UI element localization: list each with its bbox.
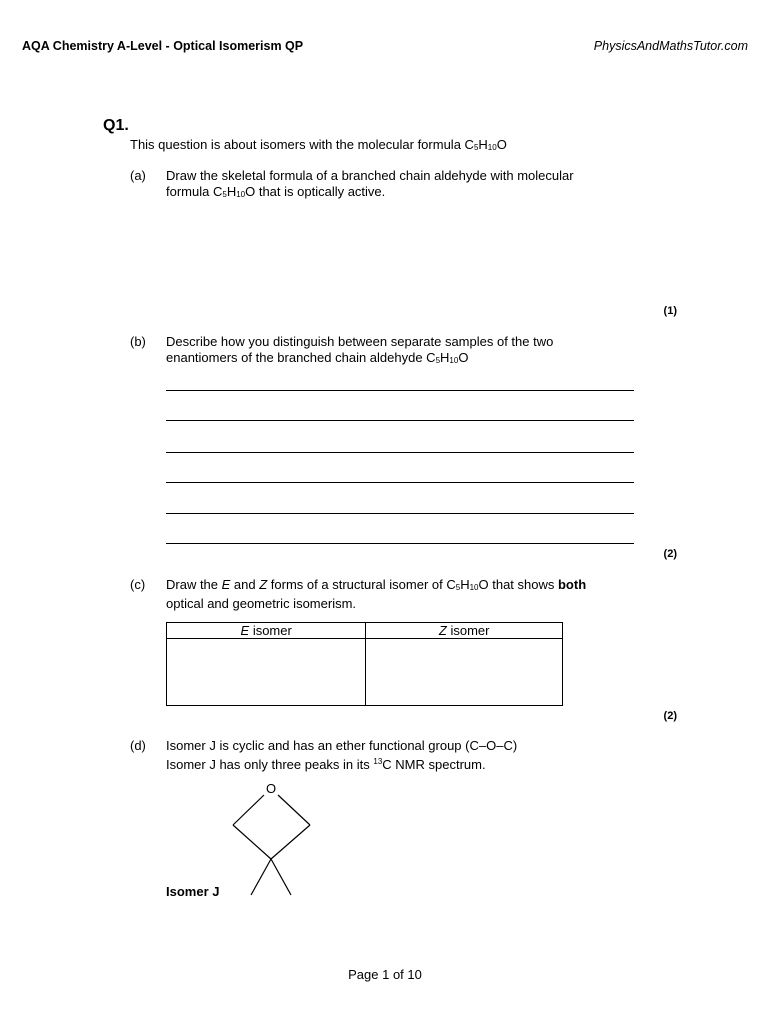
answer-line[interactable] (166, 543, 634, 544)
part-c-text: Draw the E and Z forms of a structural isomer of $C_5H_{10}O$ that shows both optical and geometric isomerism. (166, 577, 587, 611)
methyl-bond (251, 859, 271, 895)
header-title: AQA Chemistry A-Level - Optical Isomerism QP (22, 39, 304, 53)
part-c-marks: (2) (663, 710, 677, 722)
part-b-text: Describe how you distinguish between separate samples of the two enantiomers of the branched chain aldehyde $C_5H_{10}O$ (166, 334, 554, 365)
answer-line[interactable] (166, 420, 634, 421)
z-isomer-header: Z isomer (366, 623, 563, 639)
isomer-j-structure (220, 775, 320, 905)
header-site: PhysicsAndMathsTutor.com (593, 39, 748, 53)
methyl-bond (271, 859, 291, 895)
page-footer: Page 1 of 10 (348, 967, 422, 982)
ring-bond (271, 825, 310, 859)
part-d-label: (d) (130, 738, 146, 753)
part-a-label: (a) (130, 168, 146, 183)
part-b-marks: (2) (663, 548, 677, 560)
part-a-marks: (1) (663, 305, 677, 317)
isomer-table (166, 622, 563, 706)
answer-line[interactable] (166, 482, 634, 483)
part-c-label: (c) (130, 577, 146, 592)
question-number: Q1. (103, 117, 129, 134)
ring-bond (233, 825, 271, 859)
answer-line[interactable] (166, 452, 634, 453)
ring-bond (278, 795, 310, 825)
answer-line[interactable] (166, 513, 634, 514)
oxygen-atom-label: O (265, 781, 277, 796)
answer-line[interactable] (166, 390, 634, 391)
z-isomer-answer-cell[interactable] (366, 639, 563, 706)
part-d-text: Isomer J is cyclic and has an ether functional group (C–O–C) Isomer J has only three peaks in its $^{13}$C NMR spectrum. (166, 738, 518, 772)
part-a-text: Draw the skeletal formula of a branched chain aldehyde with molecular formula $C_5H_{10}O$ that is optically active. (166, 168, 574, 199)
part-b-label: (b) (130, 334, 146, 349)
ring-bond (233, 795, 264, 825)
isomer-j-caption: Isomer J (166, 884, 220, 899)
e-isomer-header: E isomer (167, 623, 366, 639)
question-intro: This question is about isomers with the molecular formula $C_5H_{10}O$ (130, 137, 507, 152)
e-isomer-answer-cell[interactable] (167, 639, 366, 706)
